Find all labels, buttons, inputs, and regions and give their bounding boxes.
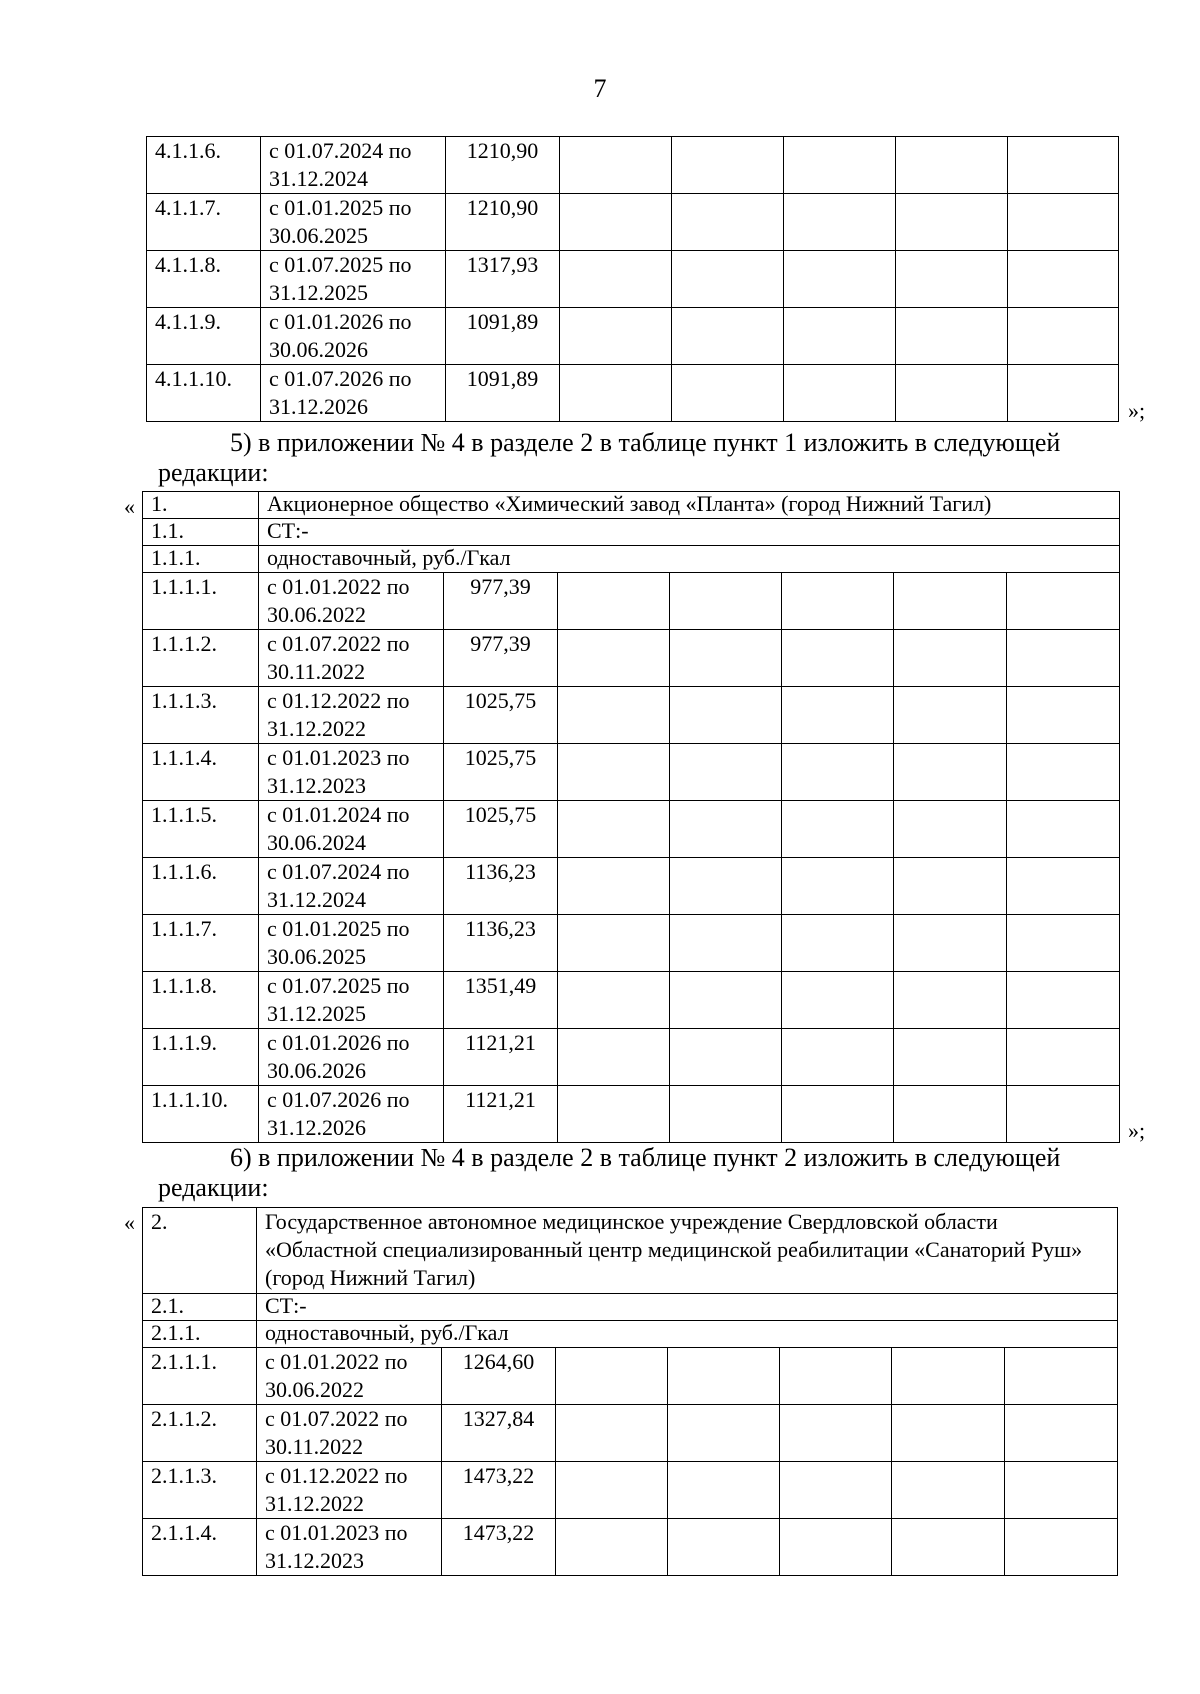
empty-cell xyxy=(894,687,1007,744)
tariff-table-planta xyxy=(142,491,1120,1143)
empty-cell xyxy=(894,1029,1007,1086)
empty-cell xyxy=(558,801,670,858)
empty-cell xyxy=(670,915,782,972)
empty-cell xyxy=(896,365,1008,422)
period-start: с 01.01.2025 по xyxy=(267,916,410,941)
tariff-value: 1091,89 xyxy=(446,365,560,422)
empty-cell xyxy=(782,972,894,1029)
row-number: 4.1.1.7. xyxy=(147,194,261,251)
tariff-table-continuation xyxy=(146,136,1119,422)
row-number: 1.1.1.5. xyxy=(143,801,259,858)
organization-name: Государственное автономное медицинское учреждение Свердловской области «Областной специализированный центр медицинской реабилитации «Санаторий Руш» (город Нижний Тагил) xyxy=(257,1208,1118,1294)
tariff-rows xyxy=(143,1348,1118,1576)
table-row xyxy=(143,1462,1118,1519)
empty-cell xyxy=(672,194,784,251)
period-start: с 01.07.2022 по xyxy=(267,631,410,656)
row-number: 2.1.1.1. xyxy=(143,1348,257,1405)
tariff-rows xyxy=(147,137,1119,422)
empty-cell xyxy=(782,858,894,915)
paragraph-5-line-1: 5) в приложении № 4 в разделе 2 в таблице пункт 1 изложить в следующей xyxy=(230,428,1061,457)
system-label: СТ:- xyxy=(257,1294,1118,1321)
tariff-value: 1025,75 xyxy=(444,744,558,801)
table-row xyxy=(143,744,1120,801)
period-cell xyxy=(259,915,444,972)
row-number: 1.1.1.4. xyxy=(143,744,259,801)
period-end: 31.12.2025 xyxy=(269,280,368,305)
tariff-value: 977,39 xyxy=(444,630,558,687)
empty-cell xyxy=(668,1405,780,1462)
period-start: с 01.07.2024 по xyxy=(269,138,412,163)
period-end: 31.12.2025 xyxy=(267,1001,366,1026)
tariff-value: 1210,90 xyxy=(446,194,560,251)
table-row-system xyxy=(143,519,1120,546)
table-row-org xyxy=(143,1208,1118,1294)
empty-cell xyxy=(1007,687,1120,744)
table-row xyxy=(143,1519,1118,1576)
row-number: 2.1.1. xyxy=(143,1321,257,1348)
tariff-value: 1264,60 xyxy=(442,1348,556,1405)
table-row-tariff-type xyxy=(143,1321,1118,1348)
opening-quote-mark: « xyxy=(124,494,135,519)
row-number: 2.1.1.2. xyxy=(143,1405,257,1462)
empty-cell xyxy=(1005,1405,1118,1462)
system-label: СТ:- xyxy=(259,519,1120,546)
period-end: 31.12.2024 xyxy=(267,887,366,912)
tariff-value: 1327,84 xyxy=(442,1405,556,1462)
paragraph-6-line-1: 6) в приложении № 4 в разделе 2 в таблице пункт 2 изложить в следующей xyxy=(230,1143,1061,1172)
table-row xyxy=(143,915,1120,972)
empty-cell xyxy=(894,858,1007,915)
empty-cell xyxy=(668,1348,780,1405)
empty-cell xyxy=(784,194,896,251)
period-end: 31.12.2026 xyxy=(269,394,368,419)
empty-cell xyxy=(894,1086,1007,1143)
empty-cell xyxy=(782,573,894,630)
tariff-value: 1351,49 xyxy=(444,972,558,1029)
empty-cell xyxy=(894,915,1007,972)
period-start: с 01.01.2022 по xyxy=(265,1349,408,1374)
empty-cell xyxy=(558,687,670,744)
period-start: с 01.07.2026 по xyxy=(269,366,412,391)
empty-cell xyxy=(892,1405,1005,1462)
period-end: 30.06.2024 xyxy=(267,830,366,855)
empty-cell xyxy=(1008,251,1119,308)
empty-cell xyxy=(780,1519,892,1576)
empty-cell xyxy=(782,915,894,972)
empty-cell xyxy=(556,1519,668,1576)
table-row xyxy=(143,630,1120,687)
period-cell xyxy=(261,308,446,365)
empty-cell xyxy=(892,1348,1005,1405)
row-number: 2.1.1.4. xyxy=(143,1519,257,1576)
empty-cell xyxy=(782,687,894,744)
table-row xyxy=(147,365,1119,422)
period-start: с 01.01.2024 по xyxy=(267,802,410,827)
table-row xyxy=(147,308,1119,365)
tariff-value: 1025,75 xyxy=(444,801,558,858)
empty-cell xyxy=(556,1462,668,1519)
period-start: с 01.01.2026 по xyxy=(269,309,412,334)
period-end: 30.06.2026 xyxy=(269,337,368,362)
empty-cell xyxy=(558,744,670,801)
page-number: 7 xyxy=(593,74,607,103)
empty-cell xyxy=(668,1462,780,1519)
paragraph-5-line-2: редакции: xyxy=(158,458,269,487)
row-number: 4.1.1.6. xyxy=(147,137,261,194)
period-start: с 01.12.2022 по xyxy=(265,1463,408,1488)
period-cell xyxy=(257,1462,442,1519)
period-cell xyxy=(257,1519,442,1576)
table-row xyxy=(143,801,1120,858)
period-start: с 01.07.2022 по xyxy=(265,1406,408,1431)
empty-cell xyxy=(672,365,784,422)
tariff-value: 1121,21 xyxy=(444,1029,558,1086)
tariff-value: 1121,21 xyxy=(444,1086,558,1143)
tariff-value: 977,39 xyxy=(444,573,558,630)
empty-cell xyxy=(894,630,1007,687)
empty-cell xyxy=(670,744,782,801)
empty-cell xyxy=(1005,1348,1118,1405)
period-cell xyxy=(259,801,444,858)
period-cell xyxy=(259,744,444,801)
period-end: 31.12.2026 xyxy=(267,1115,366,1140)
empty-cell xyxy=(784,251,896,308)
period-cell xyxy=(259,1086,444,1143)
row-number: 1.1.1.10. xyxy=(143,1086,259,1143)
table-row xyxy=(143,972,1120,1029)
row-number: 1.1.1.1. xyxy=(143,573,259,630)
empty-cell xyxy=(560,365,672,422)
row-number: 1.1. xyxy=(143,519,259,546)
empty-cell xyxy=(894,801,1007,858)
period-cell xyxy=(259,1029,444,1086)
empty-cell xyxy=(560,308,672,365)
empty-cell xyxy=(670,1086,782,1143)
period-cell xyxy=(261,137,446,194)
row-number: 1.1.1.6. xyxy=(143,858,259,915)
empty-cell xyxy=(782,801,894,858)
period-end: 30.06.2026 xyxy=(267,1058,366,1083)
empty-cell xyxy=(1007,1029,1120,1086)
empty-cell xyxy=(1005,1462,1118,1519)
empty-cell xyxy=(1007,915,1120,972)
empty-cell xyxy=(896,194,1008,251)
tariff-table-sanatorium xyxy=(142,1207,1118,1576)
empty-cell xyxy=(558,915,670,972)
period-end: 31.12.2023 xyxy=(267,773,366,798)
table-row-tariff-type xyxy=(143,546,1120,573)
row-number: 4.1.1.9. xyxy=(147,308,261,365)
period-end: 31.12.2024 xyxy=(269,166,368,191)
table-row xyxy=(147,251,1119,308)
empty-cell xyxy=(1008,137,1119,194)
empty-cell xyxy=(560,194,672,251)
period-cell xyxy=(261,194,446,251)
period-cell xyxy=(259,573,444,630)
empty-cell xyxy=(670,687,782,744)
empty-cell xyxy=(894,972,1007,1029)
tariff-value: 1136,23 xyxy=(444,858,558,915)
opening-quote-mark: « xyxy=(124,1210,135,1235)
period-end: 30.06.2025 xyxy=(269,223,368,248)
empty-cell xyxy=(556,1348,668,1405)
empty-cell xyxy=(670,573,782,630)
empty-cell xyxy=(672,251,784,308)
empty-cell xyxy=(556,1405,668,1462)
period-start: с 01.01.2026 по xyxy=(267,1030,410,1055)
table-row-org xyxy=(143,492,1120,519)
empty-cell xyxy=(670,801,782,858)
period-cell xyxy=(259,972,444,1029)
empty-cell xyxy=(558,972,670,1029)
empty-cell xyxy=(670,972,782,1029)
empty-cell xyxy=(1005,1519,1118,1576)
empty-cell xyxy=(558,573,670,630)
row-number: 1. xyxy=(143,492,259,519)
empty-cell xyxy=(784,137,896,194)
empty-cell xyxy=(558,858,670,915)
empty-cell xyxy=(782,744,894,801)
empty-cell xyxy=(1007,1086,1120,1143)
row-number: 1.1.1.2. xyxy=(143,630,259,687)
empty-cell xyxy=(1007,744,1120,801)
row-number: 2.1.1.3. xyxy=(143,1462,257,1519)
table-row xyxy=(143,1029,1120,1086)
empty-cell xyxy=(560,251,672,308)
tariff-rows xyxy=(143,573,1120,1143)
empty-cell xyxy=(1007,573,1120,630)
empty-cell xyxy=(1008,365,1119,422)
tariff-value: 1317,93 xyxy=(446,251,560,308)
empty-cell xyxy=(894,744,1007,801)
table-row xyxy=(147,137,1119,194)
empty-cell xyxy=(784,308,896,365)
empty-cell xyxy=(668,1519,780,1576)
empty-cell xyxy=(558,1086,670,1143)
row-number: 1.1.1.8. xyxy=(143,972,259,1029)
period-end: 31.12.2023 xyxy=(265,1548,364,1573)
empty-cell xyxy=(1007,630,1120,687)
row-number: 4.1.1.10. xyxy=(147,365,261,422)
row-number: 1.1.1.7. xyxy=(143,915,259,972)
row-number: 2.1. xyxy=(143,1294,257,1321)
period-end: 30.06.2025 xyxy=(267,944,366,969)
empty-cell xyxy=(560,137,672,194)
period-end: 30.06.2022 xyxy=(267,602,366,627)
period-cell xyxy=(257,1348,442,1405)
tariff-type-label: одноставочный, руб./Гкал xyxy=(259,546,1120,573)
period-start: с 01.12.2022 по xyxy=(267,688,410,713)
table-row xyxy=(143,687,1120,744)
empty-cell xyxy=(1007,858,1120,915)
table-row xyxy=(143,1348,1118,1405)
period-start: с 01.07.2024 по xyxy=(267,859,410,884)
tariff-value: 1136,23 xyxy=(444,915,558,972)
table-row-system xyxy=(143,1294,1118,1321)
closing-quote-mark: »; xyxy=(1128,1118,1146,1143)
organization-name: Акционерное общество «Химический завод «Планта» (город Нижний Тагил) xyxy=(259,492,1120,519)
period-end: 30.11.2022 xyxy=(267,659,366,684)
empty-cell xyxy=(782,1029,894,1086)
empty-cell xyxy=(1008,308,1119,365)
table-row xyxy=(143,1405,1118,1462)
period-cell xyxy=(259,687,444,744)
empty-cell xyxy=(892,1519,1005,1576)
period-end: 30.06.2022 xyxy=(265,1377,364,1402)
row-number: 1.1.1. xyxy=(143,546,259,573)
period-start: с 01.07.2026 по xyxy=(267,1087,410,1112)
tariff-value: 1025,75 xyxy=(444,687,558,744)
tariff-value: 1473,22 xyxy=(442,1519,556,1576)
period-start: с 01.01.2023 по xyxy=(267,745,410,770)
empty-cell xyxy=(892,1462,1005,1519)
empty-cell xyxy=(670,630,782,687)
table-row xyxy=(147,194,1119,251)
empty-cell xyxy=(896,137,1008,194)
empty-cell xyxy=(1007,801,1120,858)
empty-cell xyxy=(670,858,782,915)
tariff-value: 1210,90 xyxy=(446,137,560,194)
period-start: с 01.01.2025 по xyxy=(269,195,412,220)
empty-cell xyxy=(782,630,894,687)
table-row xyxy=(143,858,1120,915)
empty-cell xyxy=(672,308,784,365)
period-start: с 01.01.2023 по xyxy=(265,1520,408,1545)
period-start: с 01.07.2025 по xyxy=(267,973,410,998)
period-end: 31.12.2022 xyxy=(267,716,366,741)
empty-cell xyxy=(670,1029,782,1086)
empty-cell xyxy=(672,137,784,194)
empty-cell xyxy=(896,251,1008,308)
period-cell xyxy=(259,858,444,915)
table-row xyxy=(143,1086,1120,1143)
empty-cell xyxy=(784,365,896,422)
row-number: 4.1.1.8. xyxy=(147,251,261,308)
paragraph-6-line-2: редакции: xyxy=(158,1173,269,1202)
row-number: 1.1.1.9. xyxy=(143,1029,259,1086)
period-cell xyxy=(257,1405,442,1462)
row-number: 1.1.1.3. xyxy=(143,687,259,744)
empty-cell xyxy=(896,308,1008,365)
period-cell xyxy=(261,365,446,422)
tariff-value: 1473,22 xyxy=(442,1462,556,1519)
empty-cell xyxy=(780,1462,892,1519)
tariff-type-label: одноставочный, руб./Гкал xyxy=(257,1321,1118,1348)
empty-cell xyxy=(780,1405,892,1462)
period-end: 30.11.2022 xyxy=(265,1434,364,1459)
empty-cell xyxy=(780,1348,892,1405)
tariff-value: 1091,89 xyxy=(446,308,560,365)
empty-cell xyxy=(894,573,1007,630)
empty-cell xyxy=(1008,194,1119,251)
period-start: с 01.07.2025 по xyxy=(269,252,412,277)
period-cell xyxy=(261,251,446,308)
empty-cell xyxy=(558,1029,670,1086)
empty-cell xyxy=(1007,972,1120,1029)
period-end: 31.12.2022 xyxy=(265,1491,364,1516)
period-start: с 01.01.2022 по xyxy=(267,574,410,599)
empty-cell xyxy=(782,1086,894,1143)
table-row xyxy=(143,573,1120,630)
empty-cell xyxy=(558,630,670,687)
closing-quote-mark: »; xyxy=(1128,398,1146,423)
period-cell xyxy=(259,630,444,687)
row-number: 2. xyxy=(143,1208,257,1294)
